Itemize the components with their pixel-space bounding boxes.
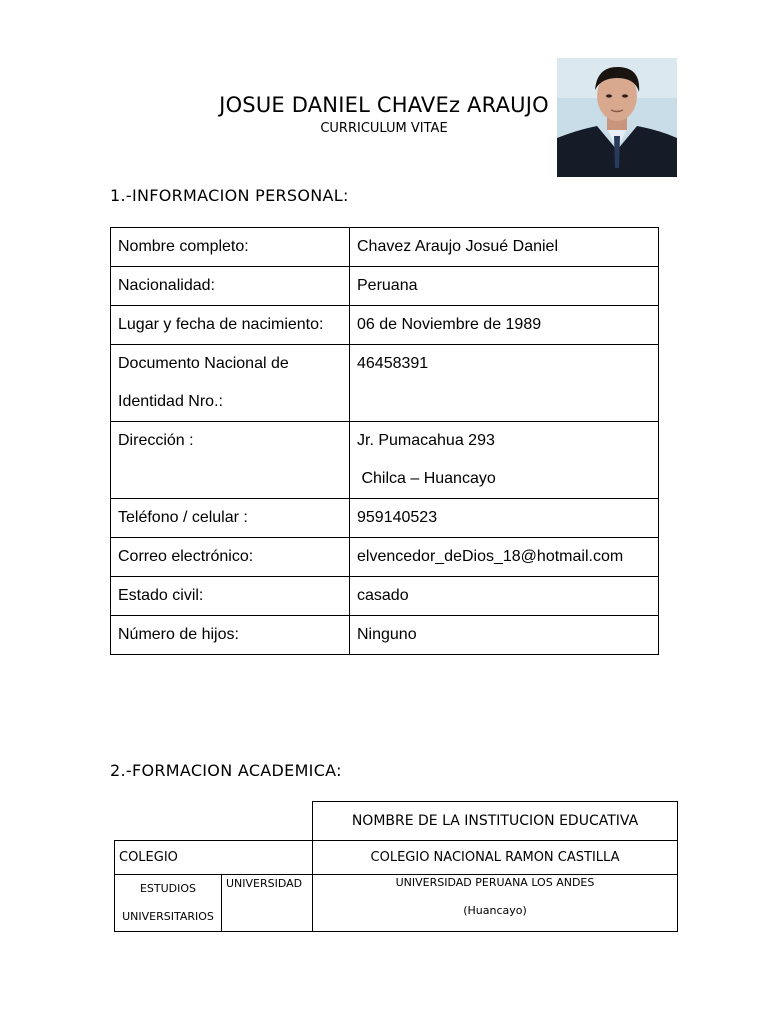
academic-table [114, 801, 678, 932]
table-row [111, 345, 659, 422]
universidad-label: UNIVERSIDAD [222, 875, 313, 932]
table-row [111, 577, 659, 616]
table-row [111, 422, 659, 499]
section-heading-academic: 2.-FORMACION ACADEMICA: [110, 761, 342, 780]
table-row [115, 802, 678, 841]
academic-header: NOMBRE DE LA INSTITUCION EDUCATIVA [313, 802, 678, 841]
address-line-2: Chilca – Huancayo [357, 470, 496, 487]
row-value: Chavez Araujo Josué Daniel [350, 228, 659, 267]
row-label: Documento Nacional de Identidad Nro.: [111, 345, 350, 422]
colegio-value: COLEGIO NACIONAL RAMON CASTILLA [313, 841, 678, 875]
row-value: Ninguno [350, 616, 659, 655]
table-row [115, 841, 678, 875]
row-label: Dirección : [111, 422, 350, 499]
colegio-label: COLEGIO [115, 841, 313, 875]
row-label: Correo electrónico: [111, 538, 350, 577]
table-row [111, 499, 659, 538]
page-title: JOSUE DANIEL CHAVEz ARAUJO [219, 93, 549, 117]
person-photo-icon [557, 58, 677, 177]
row-value: 959140523 [350, 499, 659, 538]
table-row [111, 616, 659, 655]
row-value: 06 de Noviembre de 1989 [350, 306, 659, 345]
row-value [350, 422, 659, 499]
estudios-label: ESTUDIOS UNIVERSITARIOS [115, 875, 222, 932]
row-value: 46458391 [350, 345, 659, 422]
address-line-1: Jr. Pumacahua 293 [357, 432, 495, 449]
table-row [111, 228, 659, 267]
row-value: casado [350, 577, 659, 616]
row-value: Peruana [350, 267, 659, 306]
row-value: elvencedor_deDios_18@hotmail.com [350, 538, 659, 577]
table-row [111, 267, 659, 306]
row-label: Estado civil: [111, 577, 350, 616]
row-label: Nacionalidad: [111, 267, 350, 306]
row-label: Teléfono / celular : [111, 499, 350, 538]
row-label: Número de hijos: [111, 616, 350, 655]
person-photo [557, 58, 677, 177]
table-row [111, 306, 659, 345]
page-subtitle: CURRICULUM VITAE [320, 121, 448, 136]
universidad-city: (Huancayo) [463, 904, 527, 917]
table-row [115, 875, 678, 932]
universidad-value: UNIVERSIDAD PERUANA LOS ANDES [395, 876, 595, 889]
personal-info-table [110, 227, 659, 655]
row-label: Nombre completo: [111, 228, 350, 267]
table-row [111, 538, 659, 577]
row-label: Lugar y fecha de nacimiento: [111, 306, 350, 345]
section-heading-personal: 1.-INFORMACION PERSONAL: [110, 186, 349, 205]
